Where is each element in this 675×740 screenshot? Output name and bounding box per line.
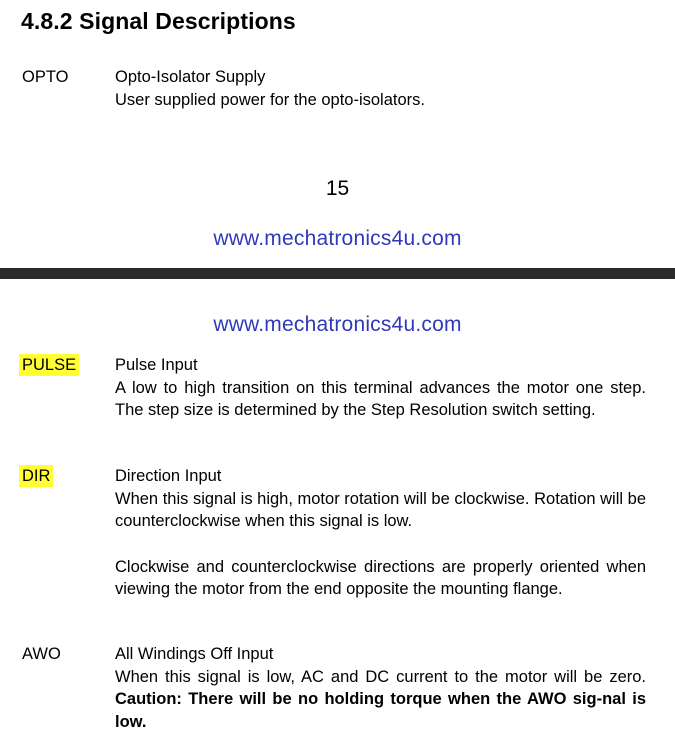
- signal-title: Direction Input: [115, 467, 222, 485]
- signal-body: [115, 643, 646, 733]
- website-header[interactable]: www.mechatronics4u.com: [213, 313, 462, 336]
- signal-body: [115, 465, 646, 601]
- signal-description: User supplied power for the opto-isolators.: [115, 90, 425, 109]
- page-15-bottom: [0, 0, 675, 268]
- signal-description-note: Clockwise and counterclockwise directions are properly oriented when viewing the motor from the end opposite the mounting flange.: [115, 557, 646, 599]
- signal-title: Pulse Input: [115, 356, 198, 374]
- signal-name: OPTO: [22, 68, 69, 86]
- signal-description: When this signal is high, motor rotation will be clockwise. Rotation will be counterclockwise when this signal is low.: [115, 489, 646, 531]
- description-text: When this signal is low, AC and DC current to the motor will be zero.: [115, 667, 646, 686]
- signal-title: Opto-Isolator Supply: [115, 68, 266, 86]
- signal-description: A low to high transition on this terminal advances the motor one step. The step size is determined by the Step Resolution switch setting.: [115, 378, 646, 420]
- page-divider: [0, 268, 675, 279]
- signal-description: [115, 666, 646, 734]
- signal-title: All Windings Off Input: [115, 645, 274, 663]
- signal-name-highlighted: PULSE: [19, 354, 79, 376]
- website-footer[interactable]: www.mechatronics4u.com: [213, 227, 462, 250]
- page-number: 15: [325, 177, 350, 200]
- section-heading: 4.8.2 Signal Descriptions: [21, 8, 296, 34]
- signal-body: [115, 354, 646, 422]
- signal-body: [115, 66, 646, 111]
- signal-name: AWO: [22, 645, 61, 663]
- signal-name-highlighted: DIR: [19, 465, 53, 487]
- caution-text: Caution: There will be no holding torque when the AWO sig-nal is low.: [115, 690, 646, 731]
